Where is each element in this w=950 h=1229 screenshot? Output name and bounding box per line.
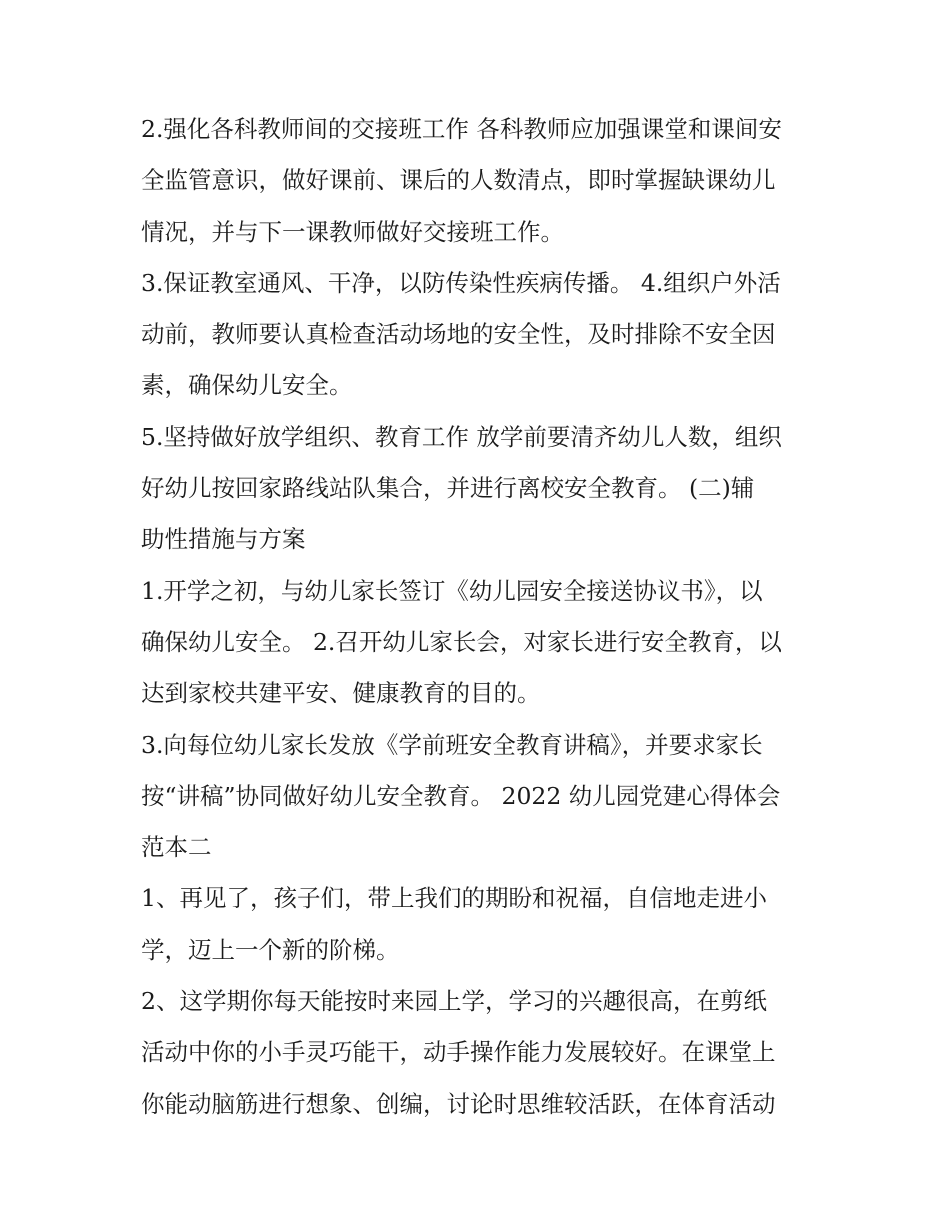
text-line: 2.强化各科教师间的交接班工作 各科教师应加强课堂和课间安	[141, 115, 782, 143]
text-line: 范本二	[141, 833, 212, 862]
text-line: 3.向每位幼儿家长发放《学前班安全教育讲稿》，并要求家长	[141, 730, 763, 759]
text-line: 3.保证教室通风、干净，以防传染性疾病传播。 4.组织户外活	[141, 268, 781, 297]
text-line: 情况，并与下一课教师做好交接班工作。	[141, 217, 564, 246]
text-line: 达到家校共建平安、健康教育的目的。	[141, 679, 541, 708]
text-line: 素，确保幼儿安全。	[141, 371, 353, 400]
text-line: 好幼儿按回家路线站队集合，并进行离校安全教育。 (二)辅	[141, 474, 755, 503]
text-line: 你能动脑筋进行想象、创编，讨论时思维较活跃，在体育活动	[141, 1089, 776, 1118]
text-line: 动前，教师要认真检查活动场地的安全性，及时排除不安全因	[141, 320, 776, 349]
document-body	[141, 104, 821, 1130]
text-line: 助性措施与方案	[141, 525, 306, 554]
text-line: 2、这学期你每天能按时来园上学，学习的兴趣很高，在剪纸	[141, 987, 767, 1016]
text-line: 确保幼儿安全。 2.召开幼儿家长会，对家长进行安全教育，以	[141, 627, 782, 656]
text-line: 1、再见了，孩子们，带上我们的期盼和祝福，自信地走进小	[141, 884, 767, 913]
text-line: 全监管意识，做好课前、课后的人数清点，即时掌握缺课幼儿	[141, 166, 776, 195]
text-line: 学，迈上一个新的阶梯。	[141, 935, 400, 964]
text-line: 按“讲稿”协同做好幼儿安全教育。 2022 幼儿园党建心得体会	[141, 781, 781, 810]
text-line: 5.坚持做好放学组织、教育工作 放学前要清齐幼儿人数，组织	[141, 422, 782, 451]
text-line: 活动中你的小手灵巧能干，动手操作能力发展较好。在课堂上	[141, 1038, 776, 1067]
text-line: 1.开学之初，与幼儿家长签订《幼儿园安全接送协议书》，以	[141, 576, 763, 605]
